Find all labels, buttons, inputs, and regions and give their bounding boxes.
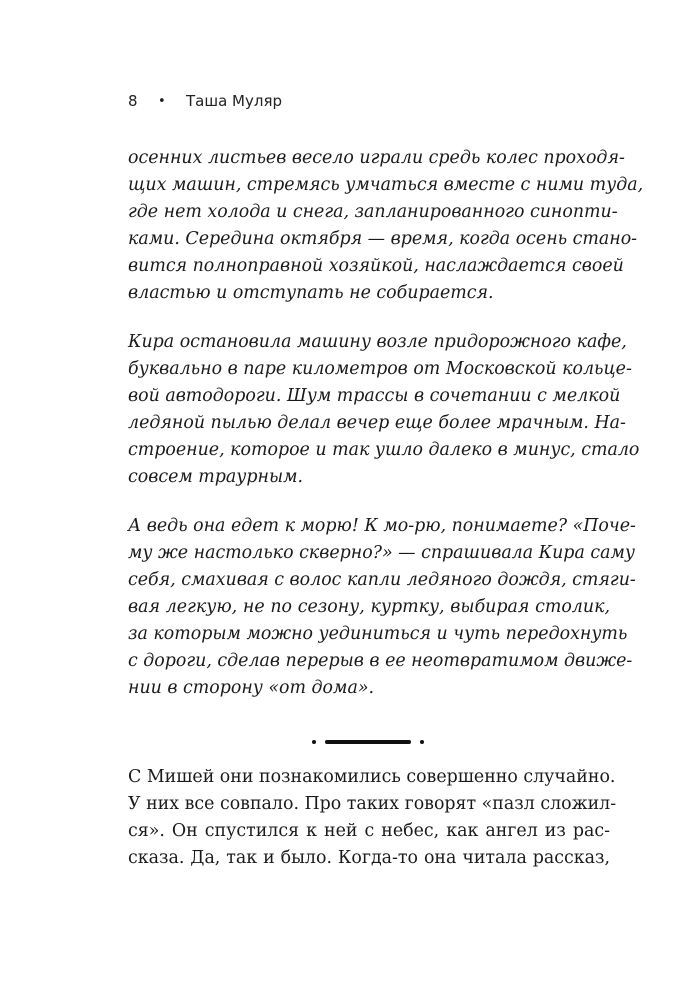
paragraph-3 xyxy=(128,513,636,702)
text-line: вой автодороги. Шум трассы в сочетании с мелкой xyxy=(128,386,621,406)
header-separator: • xyxy=(158,93,166,109)
text-line: му же настолько скверно?» — спрашивала Кира саму xyxy=(128,543,635,563)
running-header xyxy=(128,92,282,110)
text-line: вая легкую, не по сезону, куртку, выбирая столик, xyxy=(128,597,610,617)
text-line: щих машин, стремясь умчаться вместе с ними туда, xyxy=(128,175,644,195)
paragraph-2 xyxy=(128,329,640,491)
text-line: строение, которое и так ушло далеко в минус, стало xyxy=(128,440,640,460)
text-line: ками. Середина октября — время, когда осень стано- xyxy=(128,229,638,249)
divider-bar xyxy=(325,740,411,744)
divider-dot-left xyxy=(312,740,316,744)
text-line: совсем траурным. xyxy=(128,467,304,487)
paragraph-4 xyxy=(128,764,617,872)
text-line: где нет холода и снега, запланированного синопти- xyxy=(128,202,618,222)
text-line: У них все совпало. Про таких говорят «пазл сложил- xyxy=(128,794,617,814)
text-line: себя, смахивая с волос капли ледяного дождя, стяги- xyxy=(128,570,636,590)
paragraph-1 xyxy=(128,145,644,307)
text-line: ледяной пылью делал вечер еще более мрачным. На- xyxy=(128,413,626,433)
text-line: ся». Он спустился к ней с небес, как ангел из рас- xyxy=(128,821,610,841)
page-number: 8 xyxy=(128,92,138,110)
text-line: осенних листьев весело играли средь колес проходя- xyxy=(128,148,625,168)
text-line: за которым можно уединиться и чуть передохнуть xyxy=(128,624,628,644)
text-line: буквально в паре километров от Московской кольце- xyxy=(128,359,632,379)
text-line: Кира остановила машину возле придорожного кафе, xyxy=(128,332,627,352)
text-line: нии в сторону «от дома». xyxy=(128,678,374,698)
section-divider xyxy=(312,737,424,747)
text-line: сказа. Да, так и было. Когда-то она читала рассказ, xyxy=(128,848,610,868)
text-line: вится полноправной хозяйкой, наслаждается своей xyxy=(128,256,624,276)
text-line: властью и отступать не собирается. xyxy=(128,283,494,303)
text-line: С Мишей они познакомились совершенно случайно. xyxy=(128,767,616,787)
text-line: А ведь она едет к морю! К мо-рю, понимаете? «Поче- xyxy=(128,516,636,536)
author-name: Таша Муляр xyxy=(186,92,282,110)
text-line: с дороги, сделав перерыв в ее неотвратимом движе- xyxy=(128,651,633,671)
divider-dot-right xyxy=(420,740,424,744)
